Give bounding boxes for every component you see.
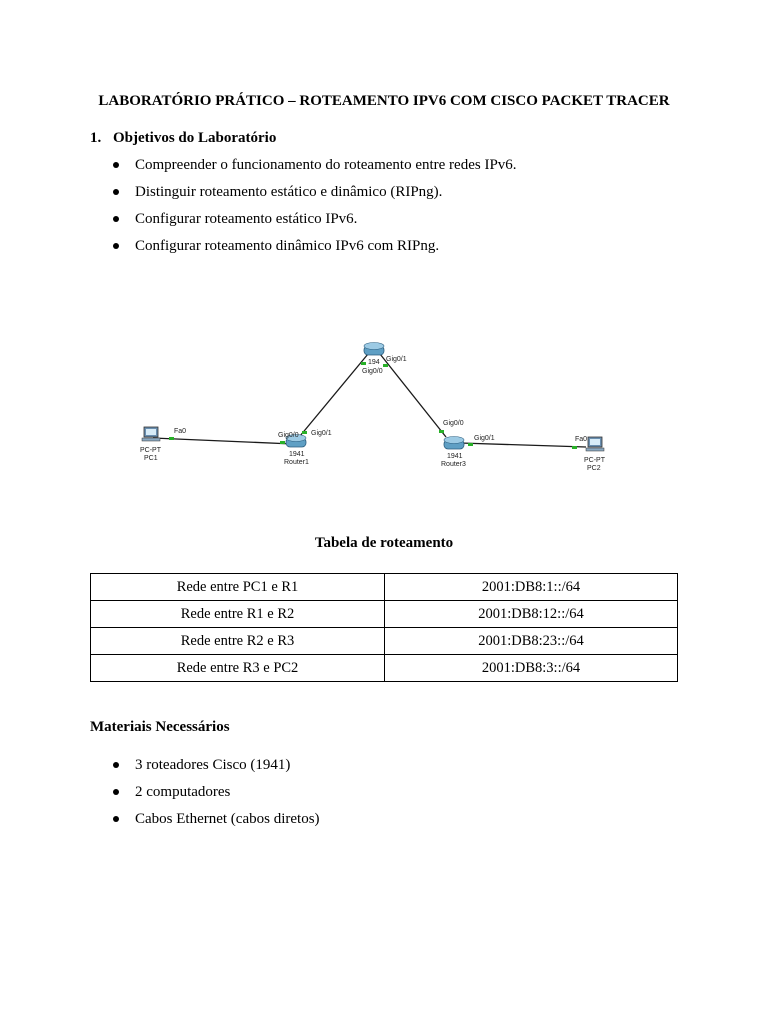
- table-cell: Rede entre R2 e R3: [91, 628, 385, 655]
- router1-port-label: Gig0/0: [278, 432, 299, 439]
- table-cell: 2001:DB8:12::/64: [385, 601, 678, 628]
- list-item: 3 roteadores Cisco (1941): [110, 753, 320, 780]
- section-materials-heading: Materiais Necessários: [90, 719, 230, 735]
- bullet-icon: [113, 189, 119, 195]
- section-number: 1.: [90, 130, 102, 146]
- router1-port-label: Gig0/1: [311, 430, 332, 437]
- pc1-type-label: PC-PT: [140, 447, 161, 454]
- list-item: Configurar roteamento dinâmico IPv6 com RIPng.: [110, 234, 517, 261]
- router2-icon: [364, 343, 384, 356]
- table-cell: 2001:DB8:3::/64: [385, 655, 678, 682]
- link-light-icon: [169, 437, 174, 440]
- link-light-icon: [572, 446, 577, 449]
- router2-model-label: 194: [368, 359, 380, 366]
- table-cell: Rede entre R3 e PC2: [91, 655, 385, 682]
- pc2-icon: [586, 437, 604, 451]
- table-row: [91, 601, 678, 628]
- link-light-icon: [361, 362, 366, 365]
- router1-model-label: 1941: [289, 451, 305, 458]
- pc1-name-label: PC1: [144, 455, 158, 462]
- section-objectives-heading: [90, 130, 276, 147]
- pc1-port-label: Fa0: [174, 428, 187, 435]
- table-cell: 2001:DB8:1::/64: [385, 574, 678, 601]
- list-item: Compreender o funcionamento do roteamento entre redes IPv6.: [110, 153, 517, 180]
- table-row: [91, 628, 678, 655]
- table-cell: 2001:DB8:23::/64: [385, 628, 678, 655]
- link-light-icon: [468, 443, 473, 446]
- table-cell: Rede entre R1 e R2: [91, 601, 385, 628]
- link-router2-router3: [380, 354, 446, 437]
- list-item: Configurar roteamento estático IPv6.: [110, 207, 517, 234]
- routing-table: [90, 573, 678, 682]
- pc2-type-label: PC-PT: [584, 457, 605, 464]
- table-cell: Rede entre PC1 e R1: [91, 574, 385, 601]
- router3-port-label: Gig0/0: [443, 420, 464, 427]
- list-item: Distinguir roteamento estático e dinâmico (RIPng).: [110, 180, 517, 207]
- list-item: Cabos Ethernet (cabos diretos): [110, 807, 320, 834]
- link-light-icon: [439, 430, 444, 433]
- table-row: [91, 655, 678, 682]
- table-caption: Tabela de roteamento: [314, 535, 454, 551]
- materials-list: [110, 753, 320, 834]
- link-router1-router2: [300, 354, 368, 436]
- link-router3-pc2: [460, 443, 586, 447]
- bullet-icon: [113, 243, 119, 249]
- list-item: 2 computadores: [110, 780, 320, 807]
- bullet-icon: [113, 162, 119, 168]
- router1-name-label: Router1: [284, 459, 309, 466]
- pc2-name-label: PC2: [587, 465, 601, 472]
- document-title: LABORATÓRIO PRÁTICO – ROTEAMENTO IPV6 COM CISCO PACKET TRACER: [98, 93, 670, 109]
- pc2-port-label: Fa0: [575, 436, 588, 443]
- router3-name-label: Router3: [441, 461, 466, 468]
- router3-icon: [444, 437, 464, 450]
- link-light-icon: [280, 441, 285, 444]
- bullet-icon: [113, 816, 119, 822]
- link-light-icon: [302, 431, 307, 434]
- router3-port-label: Gig0/1: [474, 435, 495, 442]
- bullet-icon: [113, 216, 119, 222]
- bullet-icon: [113, 762, 119, 768]
- section-heading-text: Objetivos do Laboratório: [113, 130, 277, 146]
- router2-port-label: Gig0/0: [362, 368, 383, 375]
- table-row: [91, 574, 678, 601]
- router3-model-label: 1941: [447, 453, 463, 460]
- objectives-list: [110, 153, 517, 261]
- bullet-icon: [113, 789, 119, 795]
- pc1-icon: [142, 427, 160, 441]
- link-light-icon: [383, 364, 388, 367]
- router2-port-label: Gig0/1: [386, 356, 407, 363]
- network-topology-diagram: [128, 282, 648, 512]
